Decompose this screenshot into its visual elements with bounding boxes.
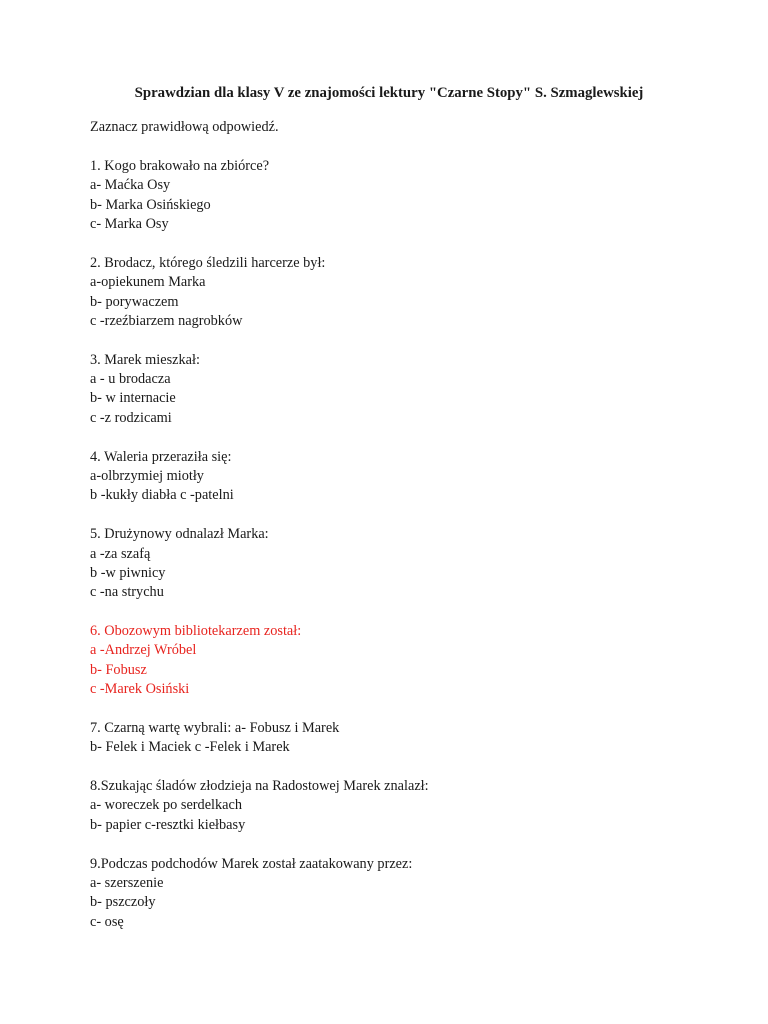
question-7 <box>90 719 730 758</box>
question-list <box>90 157 730 952</box>
question-2 <box>90 254 730 331</box>
instruction-text: Zaznacz prawidłową odpowiedź. <box>90 119 279 135</box>
answer-option: a-opiekunem Marka <box>90 274 206 291</box>
question-text: 2. Brodacz, którego śledzili harcerze był: <box>90 254 326 271</box>
answer-option: b- papier c-resztki kiełbasy <box>90 816 246 833</box>
question-5 <box>90 525 730 602</box>
answer-option: b- porywaczem <box>90 293 179 310</box>
answer-option: a- Maćka Osy <box>90 177 171 194</box>
question-text: 6. Obozowym bibliotekarzem został: <box>90 623 302 640</box>
answer-option: a- szerszenie <box>90 874 164 891</box>
question-text: 1. Kogo brakowało na zbiórce? <box>90 158 270 174</box>
answer-option: b -w piwnicy <box>90 564 166 581</box>
question-text: 8.Szukając śladów złodzieja na Radostowej Marek znalazł: <box>90 778 429 795</box>
answer-option: a-olbrzymiej miotły <box>90 467 204 484</box>
answer-option: b- Marka Osińskiego <box>90 196 211 213</box>
answer-option: c -z rodzicami <box>90 409 172 426</box>
question-3 <box>90 351 730 428</box>
question-6 <box>90 622 730 699</box>
answer-option: a -Andrzej Wróbel <box>90 642 197 659</box>
question-text: 3. Marek mieszkał: <box>90 351 200 368</box>
question-text: 5. Drużynowy odnalazł Marka: <box>90 526 269 543</box>
answer-option: b- Felek i Maciek c -Felek i Marek <box>90 739 290 756</box>
question-4 <box>90 448 730 506</box>
answer-option: a - u brodacza <box>90 371 171 388</box>
question-text: 4. Waleria przeraziła się: <box>90 448 232 465</box>
question-9 <box>90 855 730 932</box>
answer-option: b -kukły diabła c -patelni <box>90 487 234 504</box>
answer-option: b- Fobusz <box>90 661 147 678</box>
question-8 <box>90 777 730 835</box>
answer-option: b- w internacie <box>90 390 176 407</box>
question-1 <box>90 157 730 234</box>
answer-option: c -na strychu <box>90 584 164 601</box>
answer-option: c -Marek Osiński <box>90 681 190 698</box>
answer-option: a- woreczek po serdelkach <box>90 797 243 814</box>
answer-option: b- pszczoły <box>90 894 156 911</box>
answer-option: c- Marka Osy <box>90 216 169 233</box>
document-title: Sprawdzian dla klasy V ze znajomości lektury "Czarne Stopy" S. Szmaglewskiej <box>134 85 644 101</box>
answer-option: c -rzeźbiarzem nagrobków <box>90 312 243 329</box>
question-text: 9.Podczas podchodów Marek został zaatakowany przez: <box>90 855 413 872</box>
answer-option: c- osę <box>90 913 124 930</box>
question-text: 7. Czarną wartę wybrali: a- Fobusz i Marek <box>90 719 340 736</box>
answer-option: a -za szafą <box>90 545 151 562</box>
